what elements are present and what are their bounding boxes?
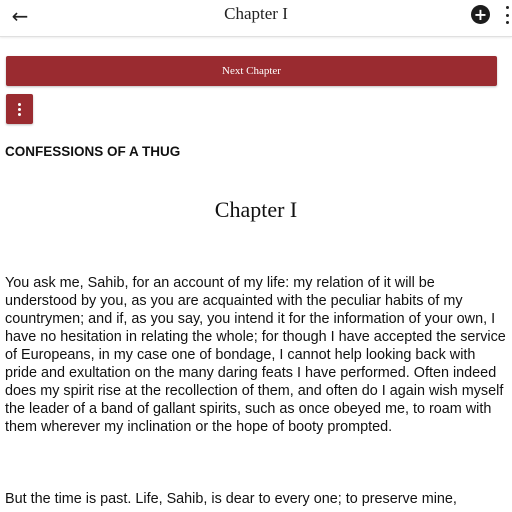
plus-circle-icon[interactable]: + [471,5,490,24]
more-vert-icon [18,103,21,106]
chapter-menu-button[interactable] [6,94,33,124]
more-vert-icon[interactable] [503,6,512,24]
book-title: CONFESSIONS OF A THUG [5,144,181,159]
paragraph: You ask me, Sahib, for an account of my life: my relation of it will be understood by you, as you are acquainted with the peculiar habits of my countrymen; and if, as you say, you intend it for the information of your own, I have no hesitation in relating the whole; for though I have accepted the service of Europeans, in my case one of bondage, I cannot help looking back with pride and exultation on the many daring feats I have performed. Often indeed does my spirit rise at the recollection of them, and often do I again wish myself the leader of a band of gallant spirits, such as once obeyed me, to roam with them wherever my inclination or the hope of booty prompted. [5,275,506,435]
chapter-heading: Chapter I [214,197,298,222]
paragraph: But the time is past. Life, Sahib, is dear to every one; to preserve mine, [5,491,457,507]
next-chapter-button[interactable]: Next Chapter [6,56,497,86]
top-app-bar [0,0,512,37]
arrow-left-icon[interactable]: ← [11,4,29,28]
page-title: Chapter I [224,4,288,23]
